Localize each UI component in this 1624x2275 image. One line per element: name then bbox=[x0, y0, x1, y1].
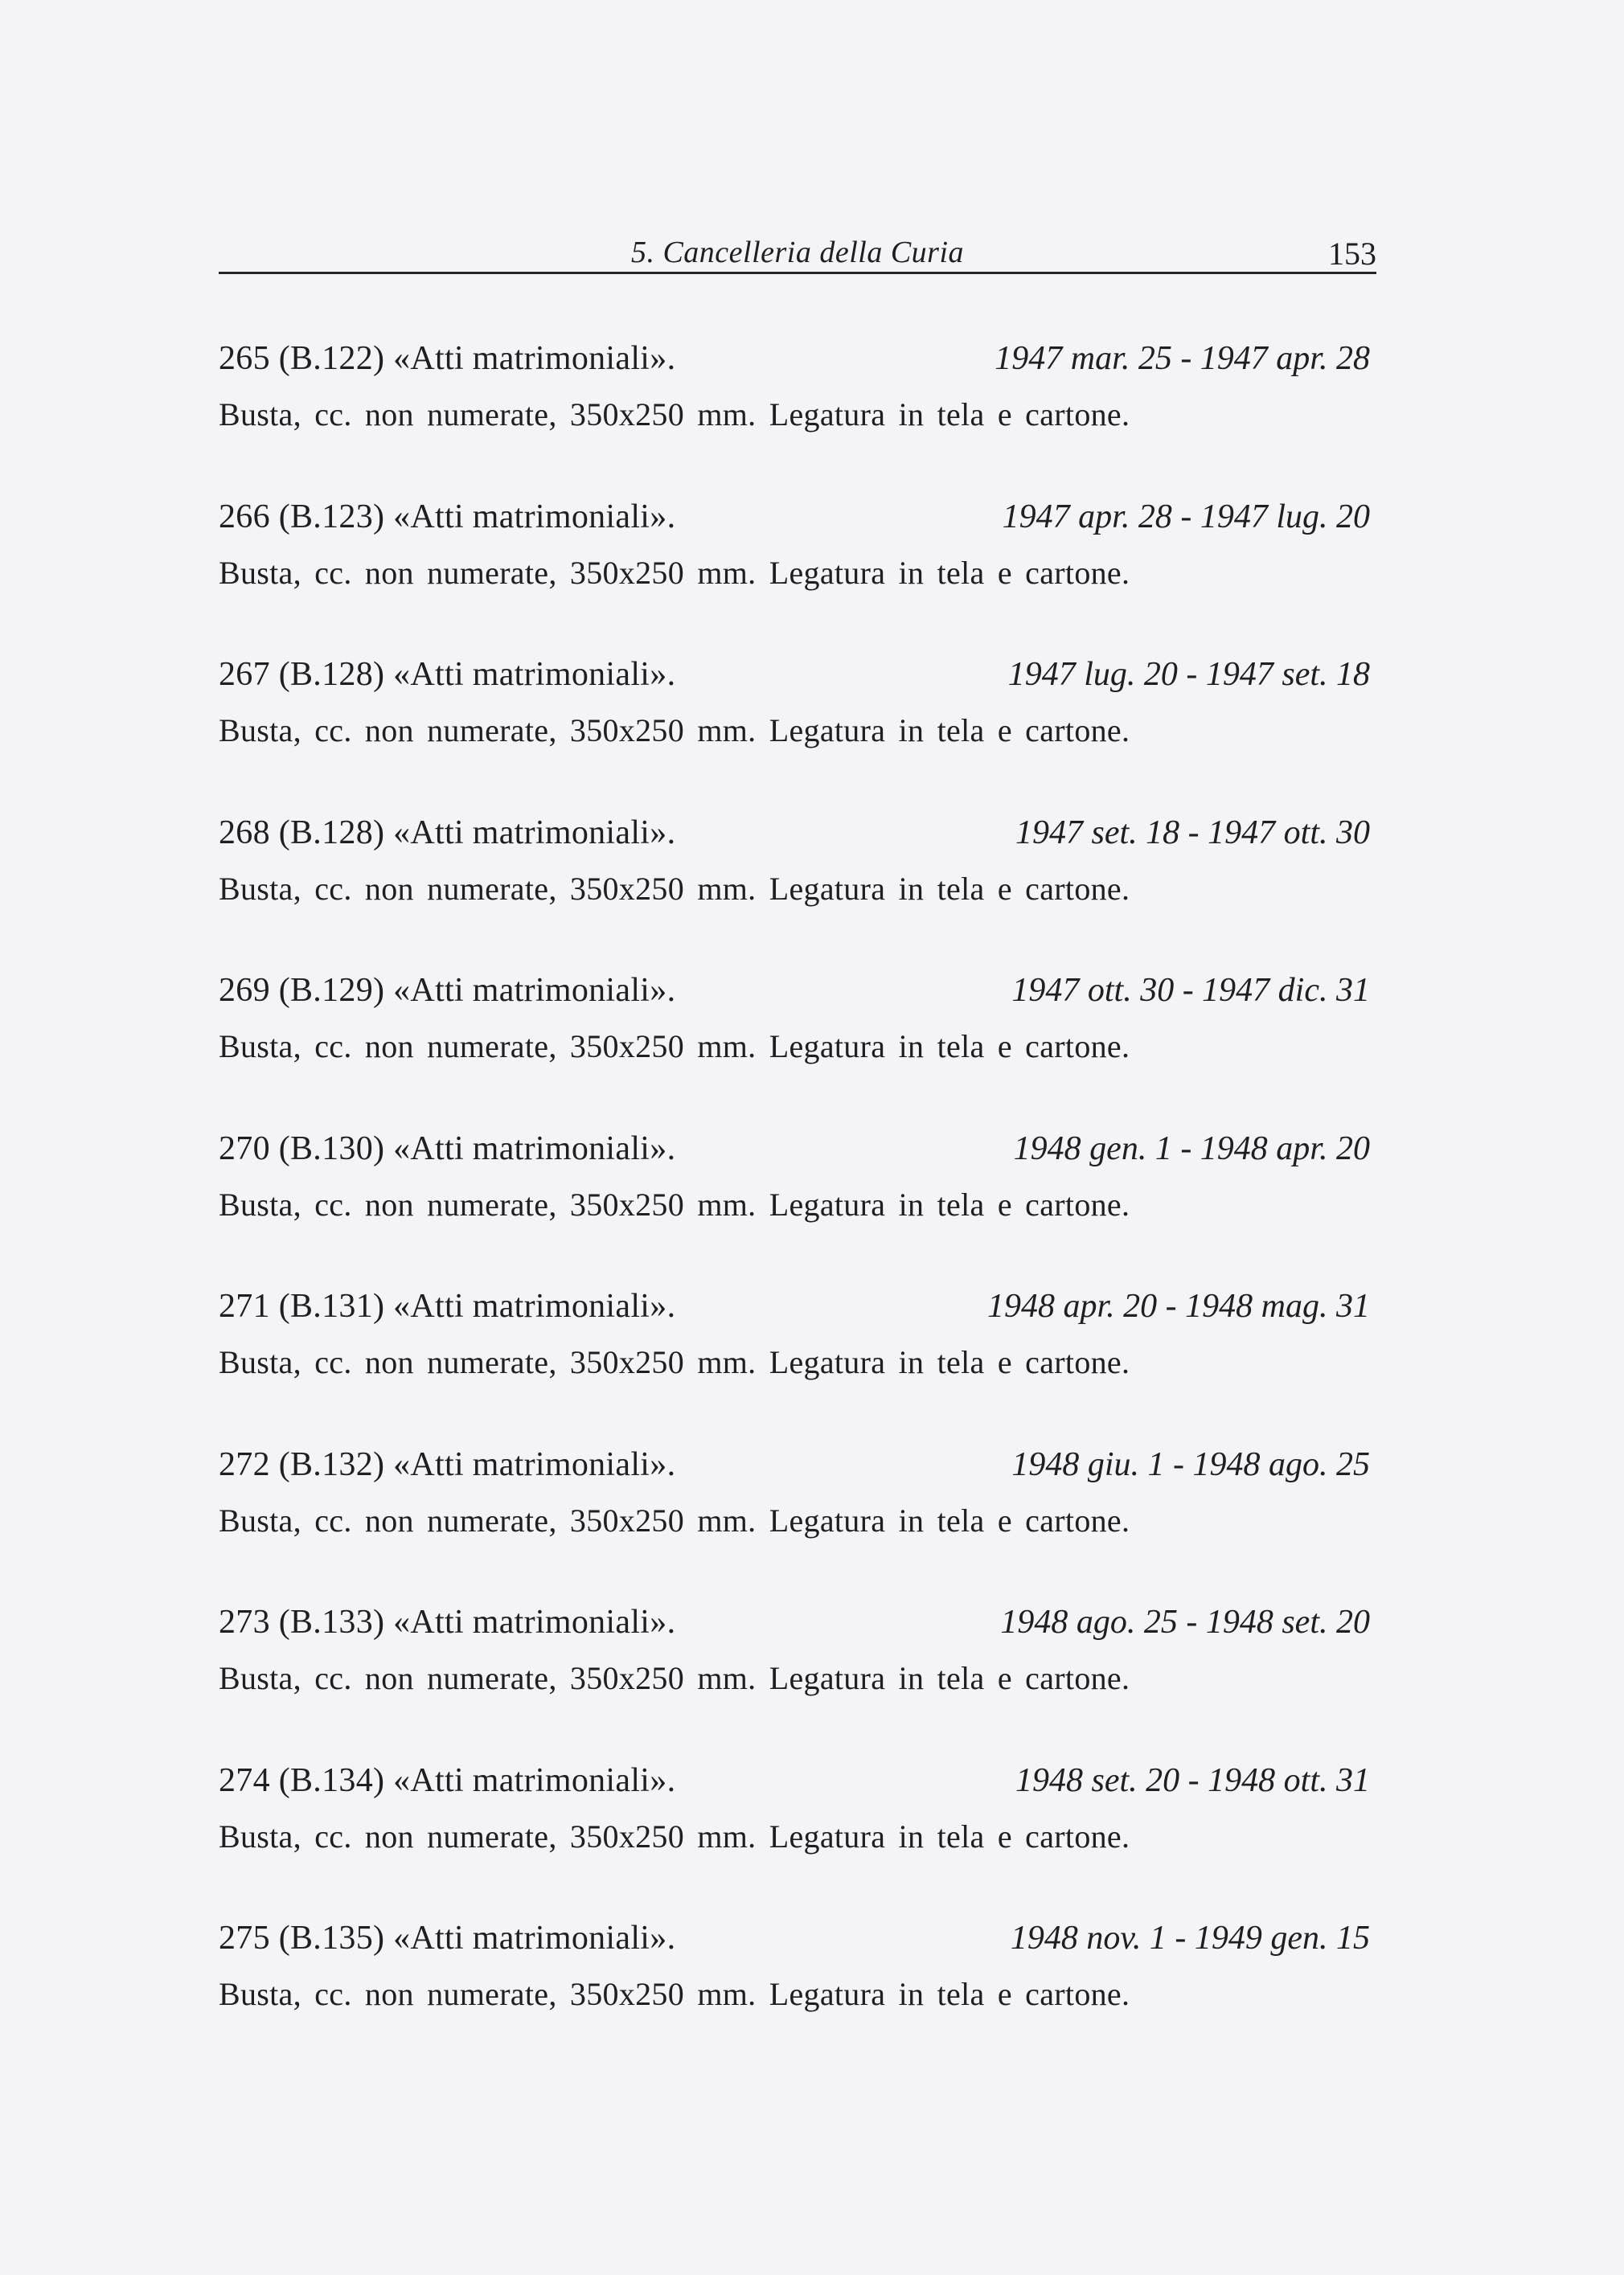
entry-heading bbox=[219, 1761, 1376, 1818]
entry-description: Busta, cc. non numerate, 350x250 mm. Legatura in tela e cartone. bbox=[219, 396, 1130, 432]
entry-heading bbox=[219, 498, 1376, 554]
entry-title: 270 (B.130) «Atti matrimoniali». bbox=[219, 1129, 676, 1167]
inventory-entry bbox=[219, 814, 1376, 972]
entry-description: Busta, cc. non numerate, 350x250 mm. Legatura in tela e cartone. bbox=[219, 1976, 1130, 2012]
entry-description: Busta, cc. non numerate, 350x250 mm. Legatura in tela e cartone. bbox=[219, 1818, 1130, 1855]
entry-title: 274 (B.134) «Atti matrimoniali». bbox=[219, 1761, 676, 1799]
running-header-title: 5. Cancelleria della Curia bbox=[630, 236, 965, 269]
entry-title: 269 (B.129) «Atti matrimoniali». bbox=[219, 972, 676, 1009]
inventory-entry bbox=[219, 1129, 1376, 1288]
entry-title: 272 (B.132) «Atti matrimoniali». bbox=[219, 1445, 676, 1483]
inventory-entry bbox=[219, 1761, 1376, 1920]
entry-description: Busta, cc. non numerate, 350x250 mm. Legatura in tela e cartone. bbox=[219, 1660, 1130, 1696]
inventory-entry bbox=[219, 655, 1376, 814]
inventory-entry bbox=[219, 1919, 1376, 2077]
entry-date-range: 1948 ago. 25 - 1948 set. 20 bbox=[1000, 1604, 1370, 1641]
entry-date-range: 1947 apr. 28 - 1947 lug. 20 bbox=[1002, 498, 1370, 535]
entry-heading bbox=[219, 1287, 1376, 1343]
entry-heading bbox=[219, 655, 1376, 711]
entry-heading bbox=[219, 1129, 1376, 1186]
entry-description: Busta, cc. non numerate, 350x250 mm. Legatura in tela e cartone. bbox=[219, 870, 1130, 907]
entry-description: Busta, cc. non numerate, 350x250 mm. Legatura in tela e cartone. bbox=[219, 554, 1130, 591]
entry-title: 268 (B.128) «Atti matrimoniali». bbox=[219, 814, 676, 851]
entry-heading bbox=[219, 339, 1376, 396]
entry-heading bbox=[219, 814, 1376, 870]
entry-title: 266 (B.123) «Atti matrimoniali». bbox=[219, 498, 676, 535]
entry-heading bbox=[219, 1603, 1376, 1659]
inventory-entry bbox=[219, 498, 1376, 656]
entry-heading bbox=[219, 1919, 1376, 1975]
entry-date-range: 1948 gen. 1 - 1948 apr. 20 bbox=[1013, 1129, 1370, 1167]
entry-description: Busta, cc. non numerate, 350x250 mm. Legatura in tela e cartone. bbox=[219, 1502, 1130, 1539]
entry-date-range: 1947 ott. 30 - 1947 dic. 31 bbox=[1011, 972, 1370, 1009]
page-number: 153 bbox=[1328, 236, 1376, 272]
inventory-entry bbox=[219, 971, 1376, 1129]
entry-title: 265 (B.122) «Atti matrimoniali». bbox=[219, 340, 676, 377]
page-header bbox=[219, 232, 1376, 274]
entry-description: Busta, cc. non numerate, 350x250 mm. Legatura in tela e cartone. bbox=[219, 1344, 1130, 1380]
entry-date-range: 1947 mar. 25 - 1947 apr. 28 bbox=[994, 340, 1370, 377]
entry-date-range: 1948 set. 20 - 1948 ott. 31 bbox=[1015, 1761, 1370, 1799]
entry-date-range: 1947 set. 18 - 1947 ott. 30 bbox=[1015, 814, 1370, 851]
inventory-entry bbox=[219, 339, 1376, 498]
entry-date-range: 1948 giu. 1 - 1948 ago. 25 bbox=[1011, 1445, 1370, 1483]
inventory-entry bbox=[219, 1445, 1376, 1604]
inventory-entry bbox=[219, 1603, 1376, 1761]
inventory-entries bbox=[219, 339, 1376, 2077]
entry-title: 275 (B.135) «Atti matrimoniali». bbox=[219, 1920, 676, 1957]
entry-description: Busta, cc. non numerate, 350x250 mm. Legatura in tela e cartone. bbox=[219, 1186, 1130, 1223]
entry-date-range: 1948 apr. 20 - 1948 mag. 31 bbox=[986, 1288, 1370, 1325]
entry-date-range: 1948 nov. 1 - 1949 gen. 15 bbox=[1010, 1920, 1370, 1957]
entry-date-range: 1947 lug. 20 - 1947 set. 18 bbox=[1007, 656, 1370, 693]
entry-title: 267 (B.128) «Atti matrimoniali». bbox=[219, 656, 676, 693]
entry-heading bbox=[219, 971, 1376, 1027]
entry-heading bbox=[219, 1445, 1376, 1502]
entry-title: 273 (B.133) «Atti matrimoniali». bbox=[219, 1604, 676, 1641]
entry-description: Busta, cc. non numerate, 350x250 mm. Legatura in tela e cartone. bbox=[219, 712, 1130, 748]
inventory-entry bbox=[219, 1287, 1376, 1445]
entry-description: Busta, cc. non numerate, 350x250 mm. Legatura in tela e cartone. bbox=[219, 1028, 1130, 1064]
entry-title: 271 (B.131) «Atti matrimoniali». bbox=[219, 1288, 676, 1325]
